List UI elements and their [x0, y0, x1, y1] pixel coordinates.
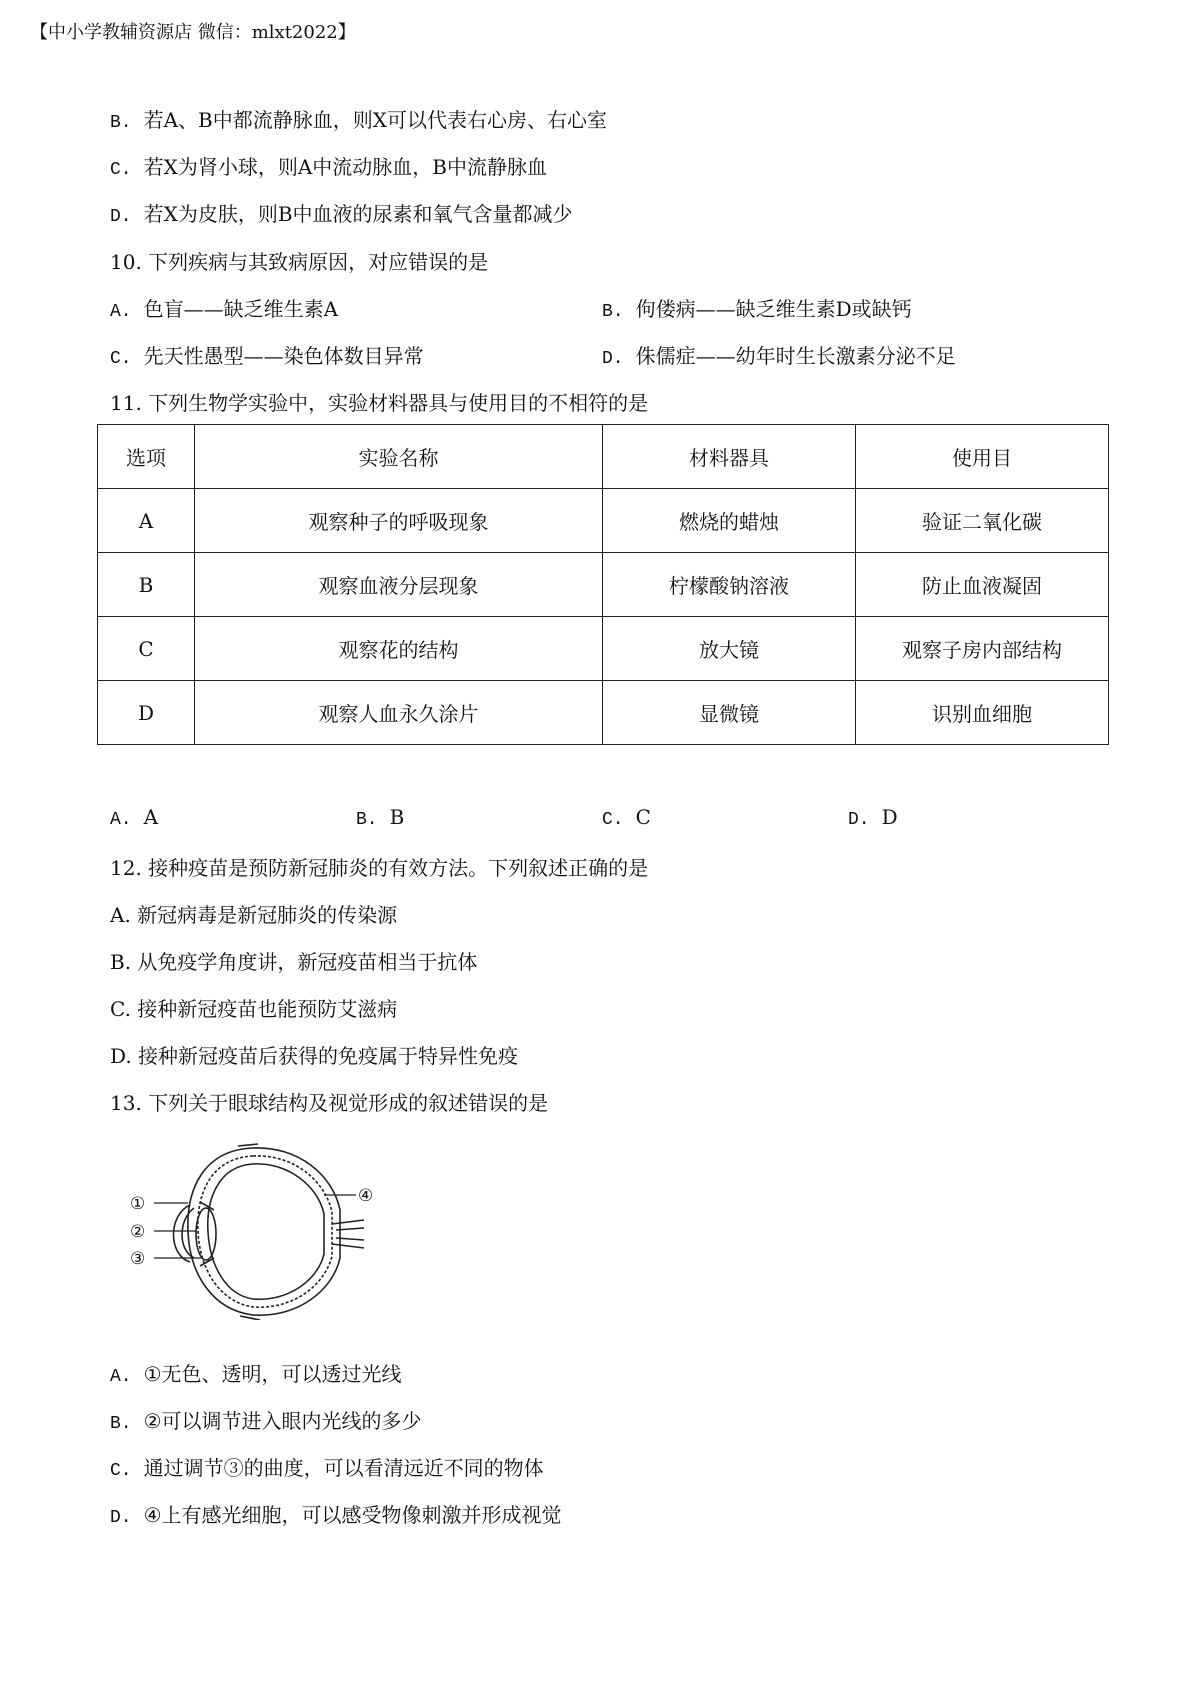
eyeball-outline	[174, 1144, 365, 1320]
table-row	[98, 553, 1109, 617]
eyeball-diagram	[128, 1140, 388, 1320]
q13-stem: 13. 下列关于眼球结构及视觉形成的叙述错误的是	[110, 1091, 549, 1115]
header-cell: 使用目	[856, 425, 1109, 489]
q10-option-c	[110, 340, 424, 369]
option-text: C	[635, 805, 651, 829]
option-text: 佝偻病——缺乏维生素D或缺钙	[635, 297, 912, 321]
option-text: 若X为肾小球，则A中流动脉血，B中流静脉血	[143, 155, 547, 179]
table-cell: B	[98, 553, 195, 617]
q13-option-a	[110, 1358, 402, 1387]
table-cell: 观察人血永久涂片	[195, 681, 603, 745]
option-label: A.	[110, 302, 132, 322]
option-text: D	[881, 805, 898, 829]
q12-stem: 12. 接种疫苗是预防新冠肺炎的有效方法。下列叙述正确的是	[110, 856, 649, 880]
option-text: 若X为皮肤，则B中血液的尿素和氧气含量都减少	[143, 202, 573, 226]
q12-option-d: D. 接种新冠疫苗后获得的免疫属于特异性免疫	[110, 1044, 519, 1068]
q11-option-d	[848, 805, 898, 830]
q12-option-a: A. 新冠病毒是新冠肺炎的传染源	[110, 903, 398, 927]
option-label: B.	[110, 1414, 132, 1434]
option-text: 若A、B中都流静脉血，则X可以代表右心房、右心室	[143, 108, 607, 132]
table-cell: 观察子房内部结构	[856, 617, 1109, 681]
table-cell: 观察种子的呼吸现象	[195, 489, 603, 553]
table-row	[98, 681, 1109, 745]
q12-option-c: C. 接种新冠疫苗也能预防艾滋病	[110, 997, 398, 1021]
table-cell: D	[98, 681, 195, 745]
q13-option-b	[110, 1405, 422, 1434]
page-header: 【中小学教辅资源店 微信：mlxt2022】	[30, 22, 356, 43]
table-cell: C	[98, 617, 195, 681]
option-label: C.	[602, 810, 624, 830]
label-1: ①	[130, 1194, 146, 1214]
option-label: D.	[602, 349, 624, 369]
option-text: 色盲——缺乏维生素A	[143, 297, 339, 321]
option-label: A.	[110, 1367, 132, 1387]
table-cell: 观察花的结构	[195, 617, 603, 681]
option-text: ②可以调节进入眼内光线的多少	[143, 1409, 422, 1433]
header-cell: 选项	[98, 425, 195, 489]
option-label: D.	[110, 1508, 132, 1528]
table-cell: 观察血液分层现象	[195, 553, 603, 617]
table-row	[98, 489, 1109, 553]
table-header-row	[98, 425, 1109, 489]
header-cell: 实验名称	[195, 425, 603, 489]
option-label: D.	[110, 207, 132, 227]
q13-option-d	[110, 1499, 562, 1528]
q9-option-d	[110, 198, 573, 227]
q13-option-c	[110, 1452, 544, 1481]
table-row	[98, 617, 1109, 681]
option-text: ①无色、透明，可以透过光线	[143, 1362, 402, 1386]
q11-option-b	[356, 805, 404, 830]
table-cell: 放大镜	[603, 617, 856, 681]
experiment-table	[97, 424, 1109, 745]
option-text: 通过调节③的曲度，可以看清远近不同的物体	[143, 1456, 544, 1480]
q10-option-b	[602, 293, 912, 322]
table-cell: A	[98, 489, 195, 553]
option-label: B.	[356, 810, 378, 830]
table-cell: 防止血液凝固	[856, 553, 1109, 617]
q11-option-a	[110, 805, 158, 830]
q9-option-b	[110, 104, 607, 133]
label-4: ④	[358, 1186, 374, 1206]
option-text: ④上有感光细胞，可以感受物像刺激并形成视觉	[143, 1503, 562, 1527]
table-cell: 验证二氧化碳	[856, 489, 1109, 553]
option-label: D.	[848, 810, 870, 830]
option-text: A	[143, 805, 159, 829]
option-label: A.	[110, 810, 132, 830]
table-cell: 燃烧的蜡烛	[603, 489, 856, 553]
option-label: B.	[602, 302, 624, 322]
option-label: C.	[110, 1461, 132, 1481]
q10-option-d	[602, 340, 956, 369]
option-label: C.	[110, 160, 132, 180]
option-text: 先天性愚型——染色体数目异常	[143, 344, 424, 368]
option-label: B.	[110, 113, 132, 133]
q12-option-b: B. 从免疫学角度讲，新冠疫苗相当于抗体	[110, 950, 478, 974]
q9-option-c	[110, 151, 547, 180]
option-text: 侏儒症——幼年时生长激素分泌不足	[635, 344, 956, 368]
q11-option-c	[602, 805, 651, 830]
table-cell: 显微镜	[603, 681, 856, 745]
option-label: C.	[110, 349, 132, 369]
label-2: ②	[130, 1222, 146, 1242]
option-text: B	[389, 805, 405, 829]
q10-stem: 10. 下列疾病与其致病原因，对应错误的是	[110, 250, 489, 274]
q10-option-a	[110, 293, 338, 322]
header-cell: 材料器具	[603, 425, 856, 489]
table-cell: 识别血细胞	[856, 681, 1109, 745]
table-cell: 柠檬酸钠溶液	[603, 553, 856, 617]
label-3: ③	[130, 1249, 146, 1269]
q11-stem: 11. 下列生物学实验中，实验材料器具与使用目的不相符的是	[110, 391, 649, 415]
